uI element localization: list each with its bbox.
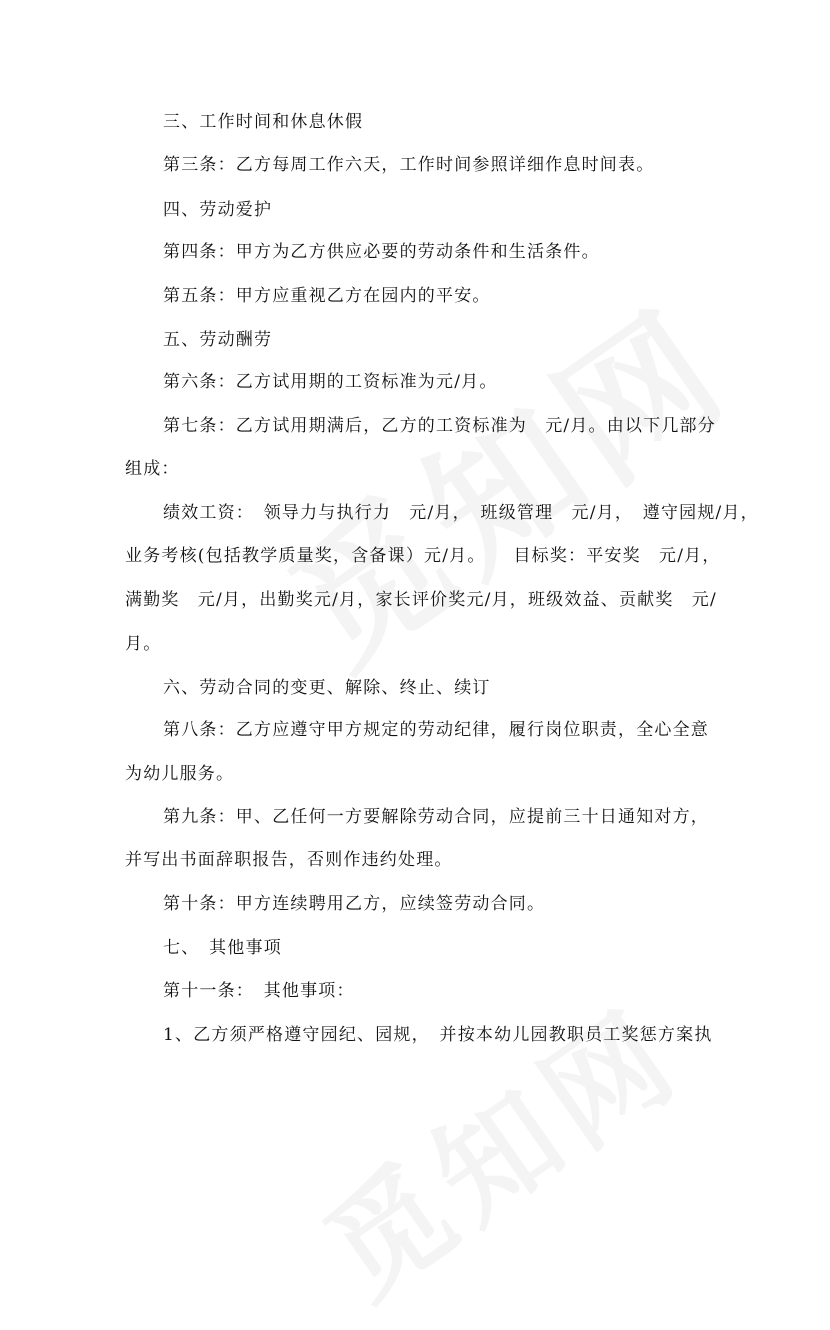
salary-text: 满勤奖 元/月，出勤奖元/月，家长评价奖元/月，班级效益、贡献奖 元/ [125,590,717,610]
article-text: 第六条：乙方试用期的工资标准为元/月。 [163,372,498,392]
section-heading: 四、劳动爱护 [163,200,273,220]
article-text: 组成： [125,459,180,479]
article-text: 第三条：乙方每周工作六天，工作时间参照详细作息时间表。 [163,155,655,175]
section-heading: 七、 其他事项 [163,938,282,958]
salary-text: 月。 [125,634,162,654]
watermark [286,962,709,1330]
article-text: 为幼儿服务。 [125,764,235,784]
article-text: 1、乙方须严格遵守园纪、园规， 并按本幼儿园教职员工奖惩方案执 [163,1025,713,1045]
section-heading: 三、工作时间和休息休假 [163,112,364,132]
article-text: 第五条：甲方应重视乙方在园内的平安。 [163,286,491,306]
watermark [242,250,764,706]
article-text: 并写出书面辞职报告，否则作违约处理。 [125,850,453,870]
article-text: 第十条：甲方连续聘用乙方，应续签劳动合同。 [163,894,546,914]
article-text: 第十一条： 其他事项： [163,981,355,1001]
salary-text: 业务考核(包括教学质量奖，含备课）元/月。 目标奖：平安奖 元/月， [125,546,721,566]
article-text: 第四条：甲方为乙方供应必要的劳动条件和生活条件。 [163,242,600,262]
article-text: 第九条：甲、乙任何一方要解除劳动合同，应提前三十日通知对方， [163,807,709,827]
section-heading: 五、劳动酬劳 [163,330,273,350]
article-text: 第七条：乙方试用期满后，乙方的工资标准为 元/月。由以下几部分 [163,416,716,436]
salary-text: 绩效工资： 领导力与执行力 元/月， 班级管理 元/月， 遵守园规/月， [163,503,759,523]
article-text: 第八条：乙方应遵守甲方规定的劳动纪律，履行岗位职责，全心全意 [163,720,709,740]
section-heading: 六、劳动合同的变更、解除、终止、续订 [163,678,491,698]
